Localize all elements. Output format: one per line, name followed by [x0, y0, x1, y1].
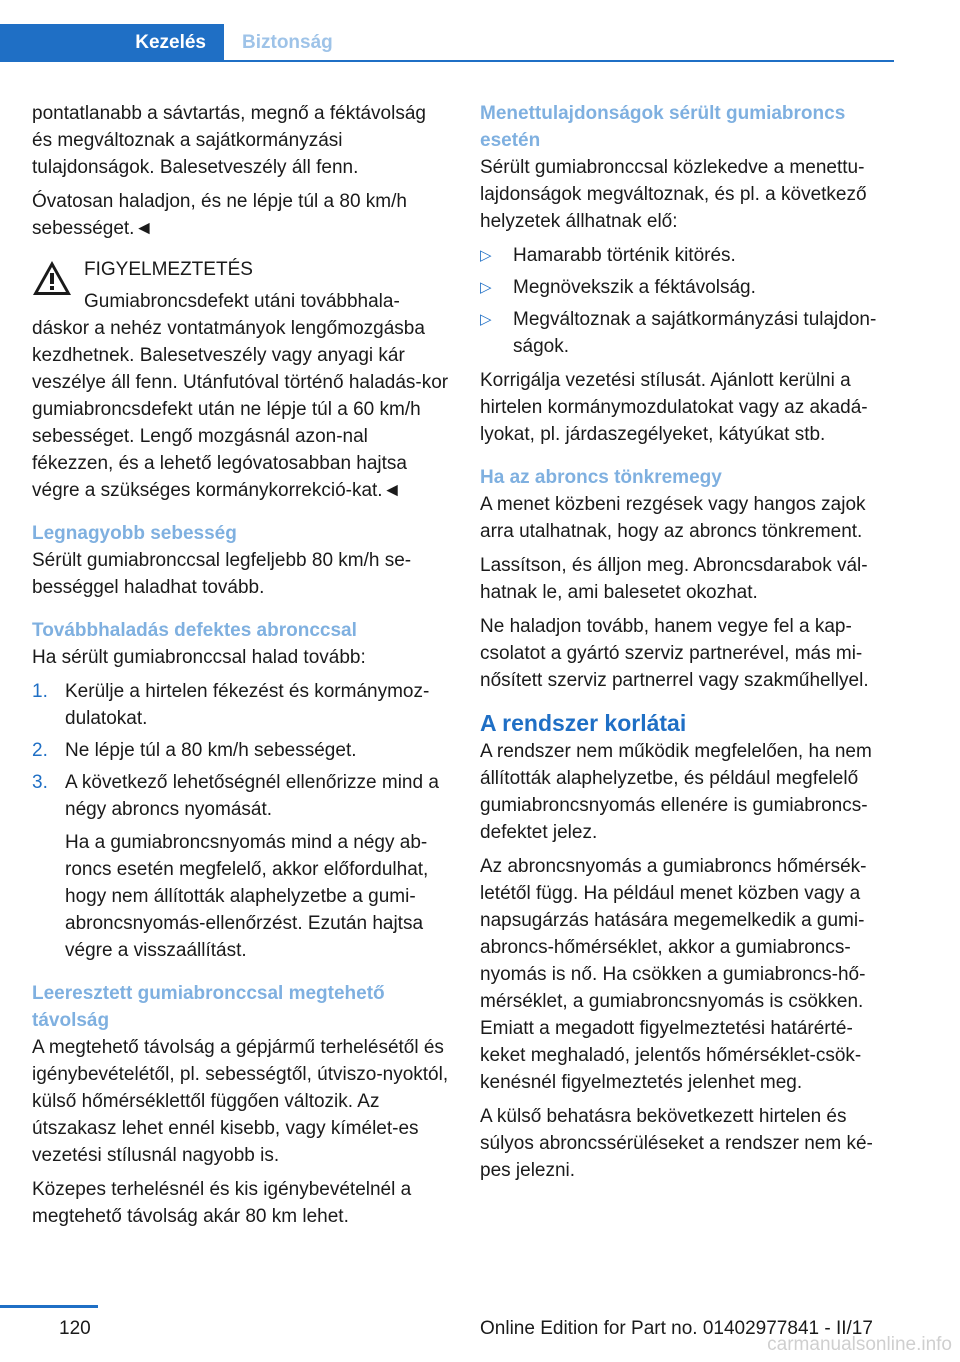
paragraph: Sérült gumiabronccsal legfeljebb 80 km/h se-bességgel haladhat tovább. — [32, 550, 412, 598]
list-item — [32, 678, 450, 732]
list-item — [32, 737, 450, 764]
tab-biztonsag[interactable]: Biztonság — [242, 32, 333, 53]
list-item — [480, 274, 898, 301]
step-text: Ne lépje túl a 80 km/h sebességet. — [65, 740, 357, 761]
paragraph: A menet közbeni rezgések vagy hangos zajok arra utalhatnak, hogy az abroncs tönkrement. — [480, 494, 866, 542]
warning-triangle-icon — [32, 260, 72, 296]
step-text: A következő lehetőségnél ellenőrizze mind a négy abroncs nyomását. — [65, 772, 439, 820]
header-tabs — [0, 24, 394, 62]
tab-kezeles[interactable]: Kezelés — [0, 24, 224, 62]
warning-text-first: Gumiabroncsdefekt utáni továbbhala- — [84, 291, 400, 312]
bullet-list — [480, 242, 898, 360]
paragraph: A külső behatásra bekövetkezett hirtelen és súlyos abroncssérüléseket a rendszer nem ké-pes jelezni. — [480, 1106, 873, 1181]
left-column — [32, 100, 450, 1237]
edition-line: Online Edition for Part no. 01402977841 - II/17 — [480, 1318, 873, 1339]
paragraph: Lassítson, és álljon meg. Abroncsdarabok vál-hatnak le, ami balesetet okozhat. — [480, 555, 868, 603]
subheading-continue: Továbbhaladás defektes abronccsal — [32, 620, 357, 641]
step-number: 1. — [32, 681, 48, 702]
paragraph: Óvatosan haladjon, és ne lépje túl a 80 km/h sebességet.◄ — [32, 191, 407, 239]
list-item — [480, 242, 898, 269]
step-note: Ha a gumiabroncsnyomás mind a négy ab-roncs esetén megfelelő, akkor előfordulhat, hogy nem állították alaphelyzetbe a gumi-abroncsnyomás-ellenőrzést. Ezután hajtsa végre a visszaállítást. — [65, 832, 429, 961]
footer-rule — [0, 1305, 98, 1308]
page-number: 120 — [59, 1318, 91, 1339]
subheading-handling: Menettulajdonságok sérült gumiabroncs esetén — [480, 103, 846, 151]
warning-box — [32, 256, 450, 504]
paragraph: Közepes terhelésnél és kis igénybevételnél a megtehető távolság akár 80 km lehet. — [32, 1179, 412, 1227]
subheading-tire-failure: Ha az abroncs tönkremegy — [480, 467, 722, 488]
triangle-right-icon: ▷ — [480, 279, 492, 296]
paragraph: pontatlanabb a sávtartás, megnő a féktávolság és megváltoznak a sajátkormányzási tulajdonságok. Balesetveszély áll fenn. — [32, 103, 426, 178]
list-item — [32, 769, 450, 964]
paragraph: Ne haladjon tovább, hanem vegye fel a kap-csolatot a gyártó szerviz partnerével, más mi-nősített szerviz partnerrel vagy szakműhellyel. — [480, 616, 869, 691]
paragraph: Az abroncsnyomás a gumiabroncs hőmérsék-letétől függ. Ha például menet közben vagy a napsugárzás hatására megemelkedik a gumi-abroncs-hőmérséklet, akkor a gumiabroncs-nyomás is nő. Ha csökken a gumiabroncs-hő-mérséklet, a gumiabroncsnyomás is csökken. Emiatt a megadott figyelmeztetési határérté-keket meghaladó, jelentős hőmérséklet-csök-kenésnél figyelmeztetés jelenhet meg. — [480, 856, 867, 1093]
paragraph: Sérült gumiabronccsal közlekedve a menettu-lajdonságok megváltoznak, és pl. a következő helyzetek állhatnak elő: — [480, 157, 867, 232]
bullet-text: Megváltoznak a sajátkormányzási tulajdon-ságok. — [513, 309, 877, 357]
watermark: carmanualsonline.info — [767, 1334, 952, 1355]
warning-title: FIGYELMEZTETÉS — [84, 259, 253, 280]
header-rule — [0, 60, 894, 62]
triangle-right-icon: ▷ — [480, 247, 492, 264]
paragraph: A megtehető távolság a gépjármű terhelésétől és igénybevételétől, pl. sebességtől, útviszo-nyoktól, külső hőmérséklettől függően változik. Az útszakasz lehet ennél kisebb, vagy kímélet-es vezetési stílusnál nagyobb is. — [32, 1037, 449, 1166]
right-column — [480, 100, 898, 1191]
paragraph: Korrigálja vezetési stílusát. Ajánlott kerülni a hirtelen kormánymozdulatokat vagy az akadá-lyokat, pl. járdaszegélyeket, kátyúkat stb. — [480, 370, 868, 445]
warning-text: dáskor a nehéz vontatmányok lengőmozgásba kezdhetnek. Balesetveszély vagy anyagi kár veszélye áll fenn. Utánfutóval történő haladás-kor gumiabroncsdefekt után ne lépje túl a 60 km/h sebességet. Lengő mozgásnál azon-nal fékezzen, és a lehető legóvatosabban hajtsa végre a szükséges kormánykorrekció-kat.◄ — [32, 318, 449, 501]
paragraph: A rendszer nem működik megfelelően, ha nem állították alaphelyzetbe, és például megfelelő gumiabroncsnyomás ellenére is gumiabroncs-defektet jelez. — [480, 741, 872, 843]
section-heading-limits: A rendszer korlátai — [480, 710, 687, 736]
subheading-range: Leeresztett gumiabronccsal megtehető távolság — [32, 983, 385, 1031]
step-text: Kerülje a hirtelen fékezést és kormánymoz-dulatokat. — [65, 681, 430, 729]
bullet-text: Hamarabb történik kitörés. — [513, 245, 736, 266]
step-list — [32, 678, 450, 964]
triangle-right-icon: ▷ — [480, 311, 492, 328]
subheading-max-speed: Legnagyobb sebesség — [32, 523, 237, 544]
paragraph: Ha sérült gumiabronccsal halad tovább: — [32, 647, 366, 668]
step-number: 2. — [32, 740, 48, 761]
bullet-text: Megnövekszik a féktávolság. — [513, 277, 756, 298]
step-number: 3. — [32, 772, 48, 793]
list-item — [480, 306, 898, 360]
